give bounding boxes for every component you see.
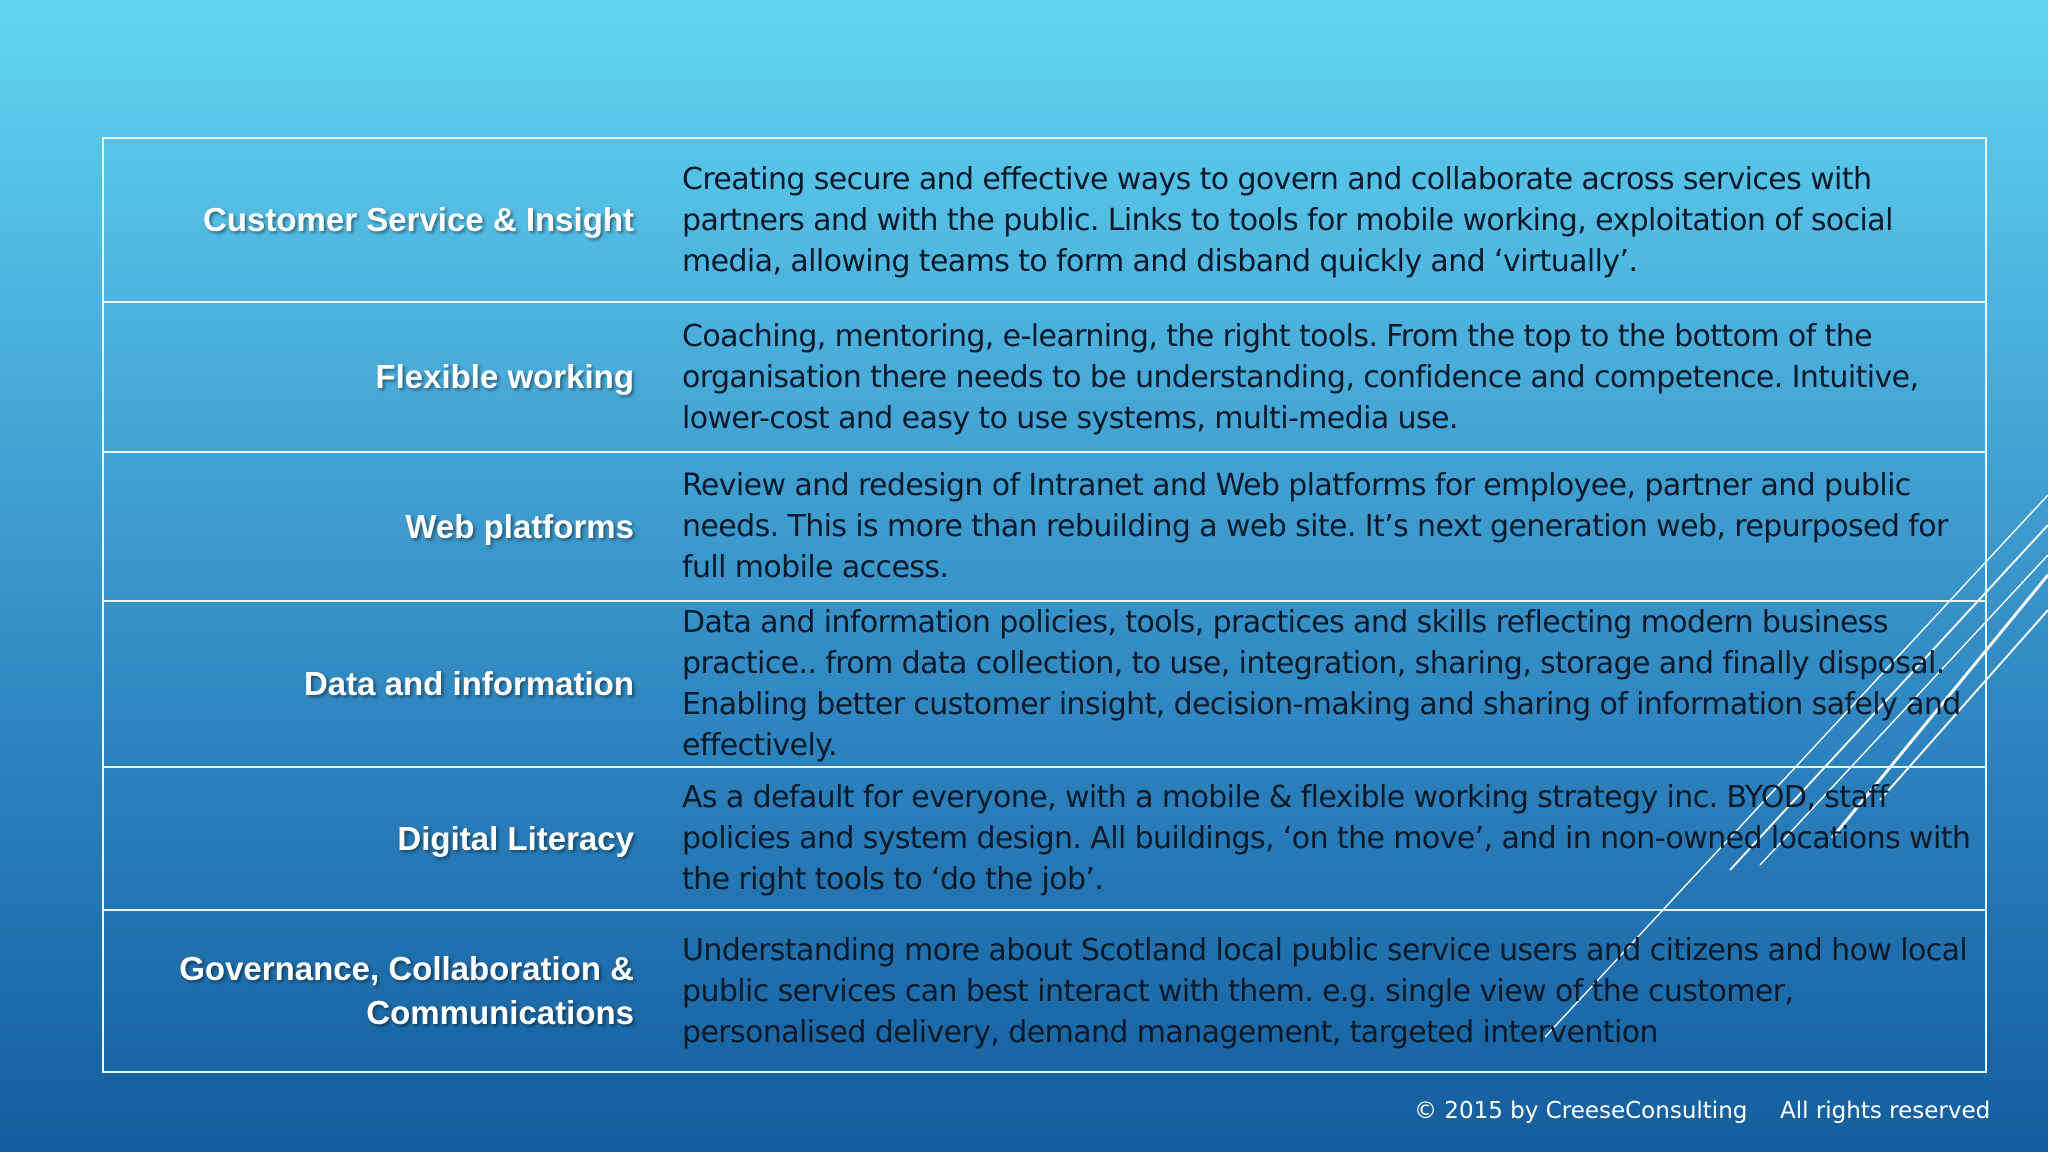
table-row xyxy=(103,452,1986,601)
row-description: As a default for everyone, with a mobile & flexible working strategy inc. BYOD, staff policies and system design. All buildings, ‘on the move’, and in non-owned locations with the right tools to ‘do the job’. xyxy=(652,767,1986,910)
row-label: Governance, Collaboration & Communications xyxy=(103,910,652,1072)
table-row xyxy=(103,138,1986,302)
row-description: Understanding more about Scotland local public service users and citizens and how local public services can best interact with them. e.g. single view of the customer, personalised delivery, demand management, targeted intervention xyxy=(652,910,1986,1072)
row-label: Web platforms xyxy=(103,452,652,601)
table-row xyxy=(103,910,1986,1072)
row-description: Data and information policies, tools, practices and skills reflecting modern business practice.. from data collection, to use, integration, sharing, storage and finally disposal. Enabling better customer insight, decision-making and sharing of information safely and effectively. xyxy=(652,601,1986,767)
row-description: Creating secure and effective ways to govern and collaborate across services with partners and with the public. Links to tools for mobile working, exploitation of social media, allowing teams to form and disband quickly and ‘virtually’. xyxy=(652,138,1986,302)
row-description: Review and redesign of Intranet and Web platforms for employee, partner and public needs. This is more than rebuilding a web site. It’s next generation web, repurposed for full mobile access. xyxy=(652,452,1986,601)
footer-rights: All rights reserved xyxy=(1780,1098,1991,1124)
table-row xyxy=(103,601,1986,767)
row-label: Data and information xyxy=(103,601,652,767)
table-row xyxy=(103,767,1986,910)
row-description: Coaching, mentoring, e-learning, the right tools. From the top to the bottom of the organisation there needs to be understanding, confidence and competence. Intuitive, lower-cost and easy to use systems, multi-media use. xyxy=(652,302,1986,452)
row-label: Flexible working xyxy=(103,302,652,452)
strategy-table xyxy=(102,137,1987,1073)
footer-copyright: © 2015 by CreeseConsulting xyxy=(1414,1098,1748,1124)
row-label: Digital Literacy xyxy=(103,767,652,910)
table-row xyxy=(103,302,1986,452)
row-label: Customer Service & Insight xyxy=(103,138,652,302)
